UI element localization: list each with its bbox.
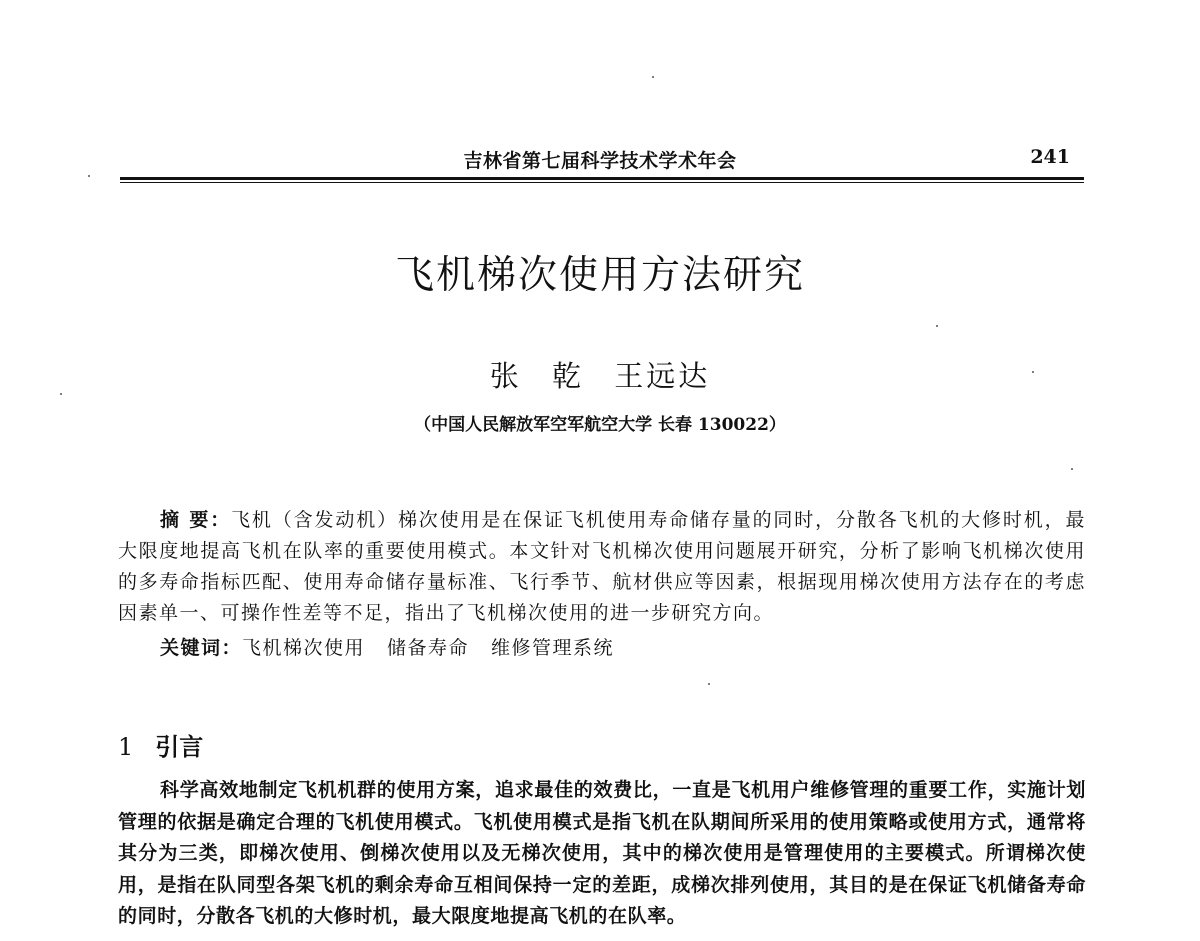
scan-speck (708, 683, 710, 685)
header-rule-thin (120, 182, 1084, 183)
body-paragraph: 科学高效地制定飞机机群的使用方案，追求最佳的效费比，一直是飞机用户维修管理的重要工作，实施计划管理的依据是确定合理的飞机使用模式。飞机使用模式是指飞机在队期间所采用的使用策略或使用方式，通常将其分为三类，即梯次使用、倒梯次使用以及无梯次使用，其中的梯次使用是管理使用的主要模式。所谓梯次使用，是指在队同型各架飞机的剩余寿命互相间保持一定的差距，成梯次排列使用，其目的是在保证飞机储备寿命的同时，分散各飞机的大修时机，最大限度地提高飞机的在队率。 (118, 779, 1086, 927)
body-text (118, 775, 1086, 933)
scan-speck (652, 76, 654, 78)
keyword: 飞机梯次使用 (242, 637, 366, 659)
abstract-block (118, 505, 1086, 664)
scan-speck (1071, 468, 1073, 470)
keywords-label: 关键词： (160, 637, 243, 659)
abstract-text: 飞机（含发动机）梯次使用是在保证飞机使用寿命储存量的同时，分散各飞机的大修时机，最大限度地提高飞机在队率的重要使用模式。本文针对飞机梯次使用问题展开研究，分析了影响飞机梯次使用的多寿命指标匹配、使用寿命储存量标准、飞行季节、航材供应等因素，根据现用梯次使用方法存在的考虑因素单一、可操作性差等不足，指出了飞机梯次使用的进一步研究方向。 (118, 509, 1086, 624)
page-number: 241 (1030, 146, 1070, 168)
abstract-paragraph (118, 505, 1086, 629)
section-number: 1 (118, 733, 134, 761)
section-title: 引言 (155, 733, 204, 761)
affiliation: （中国人民解放军空军航空大学 长春 130022） (414, 415, 786, 435)
paper-title: 飞机梯次使用方法研究 (394, 253, 805, 298)
authors: 张 乾 王远达 (489, 359, 711, 393)
abstract-label: 摘 要： (160, 509, 232, 531)
keyword: 储备寿命 (387, 637, 470, 659)
keyword: 维修管理系统 (491, 637, 615, 659)
section-heading (118, 727, 203, 762)
running-header (120, 146, 1084, 176)
scan-speck (88, 175, 90, 177)
keywords-line (118, 633, 1086, 664)
scan-speck (936, 325, 938, 327)
header-rule-thick (120, 177, 1084, 180)
journal-name: 吉林省第七届科学技术学术年会 (463, 150, 737, 172)
